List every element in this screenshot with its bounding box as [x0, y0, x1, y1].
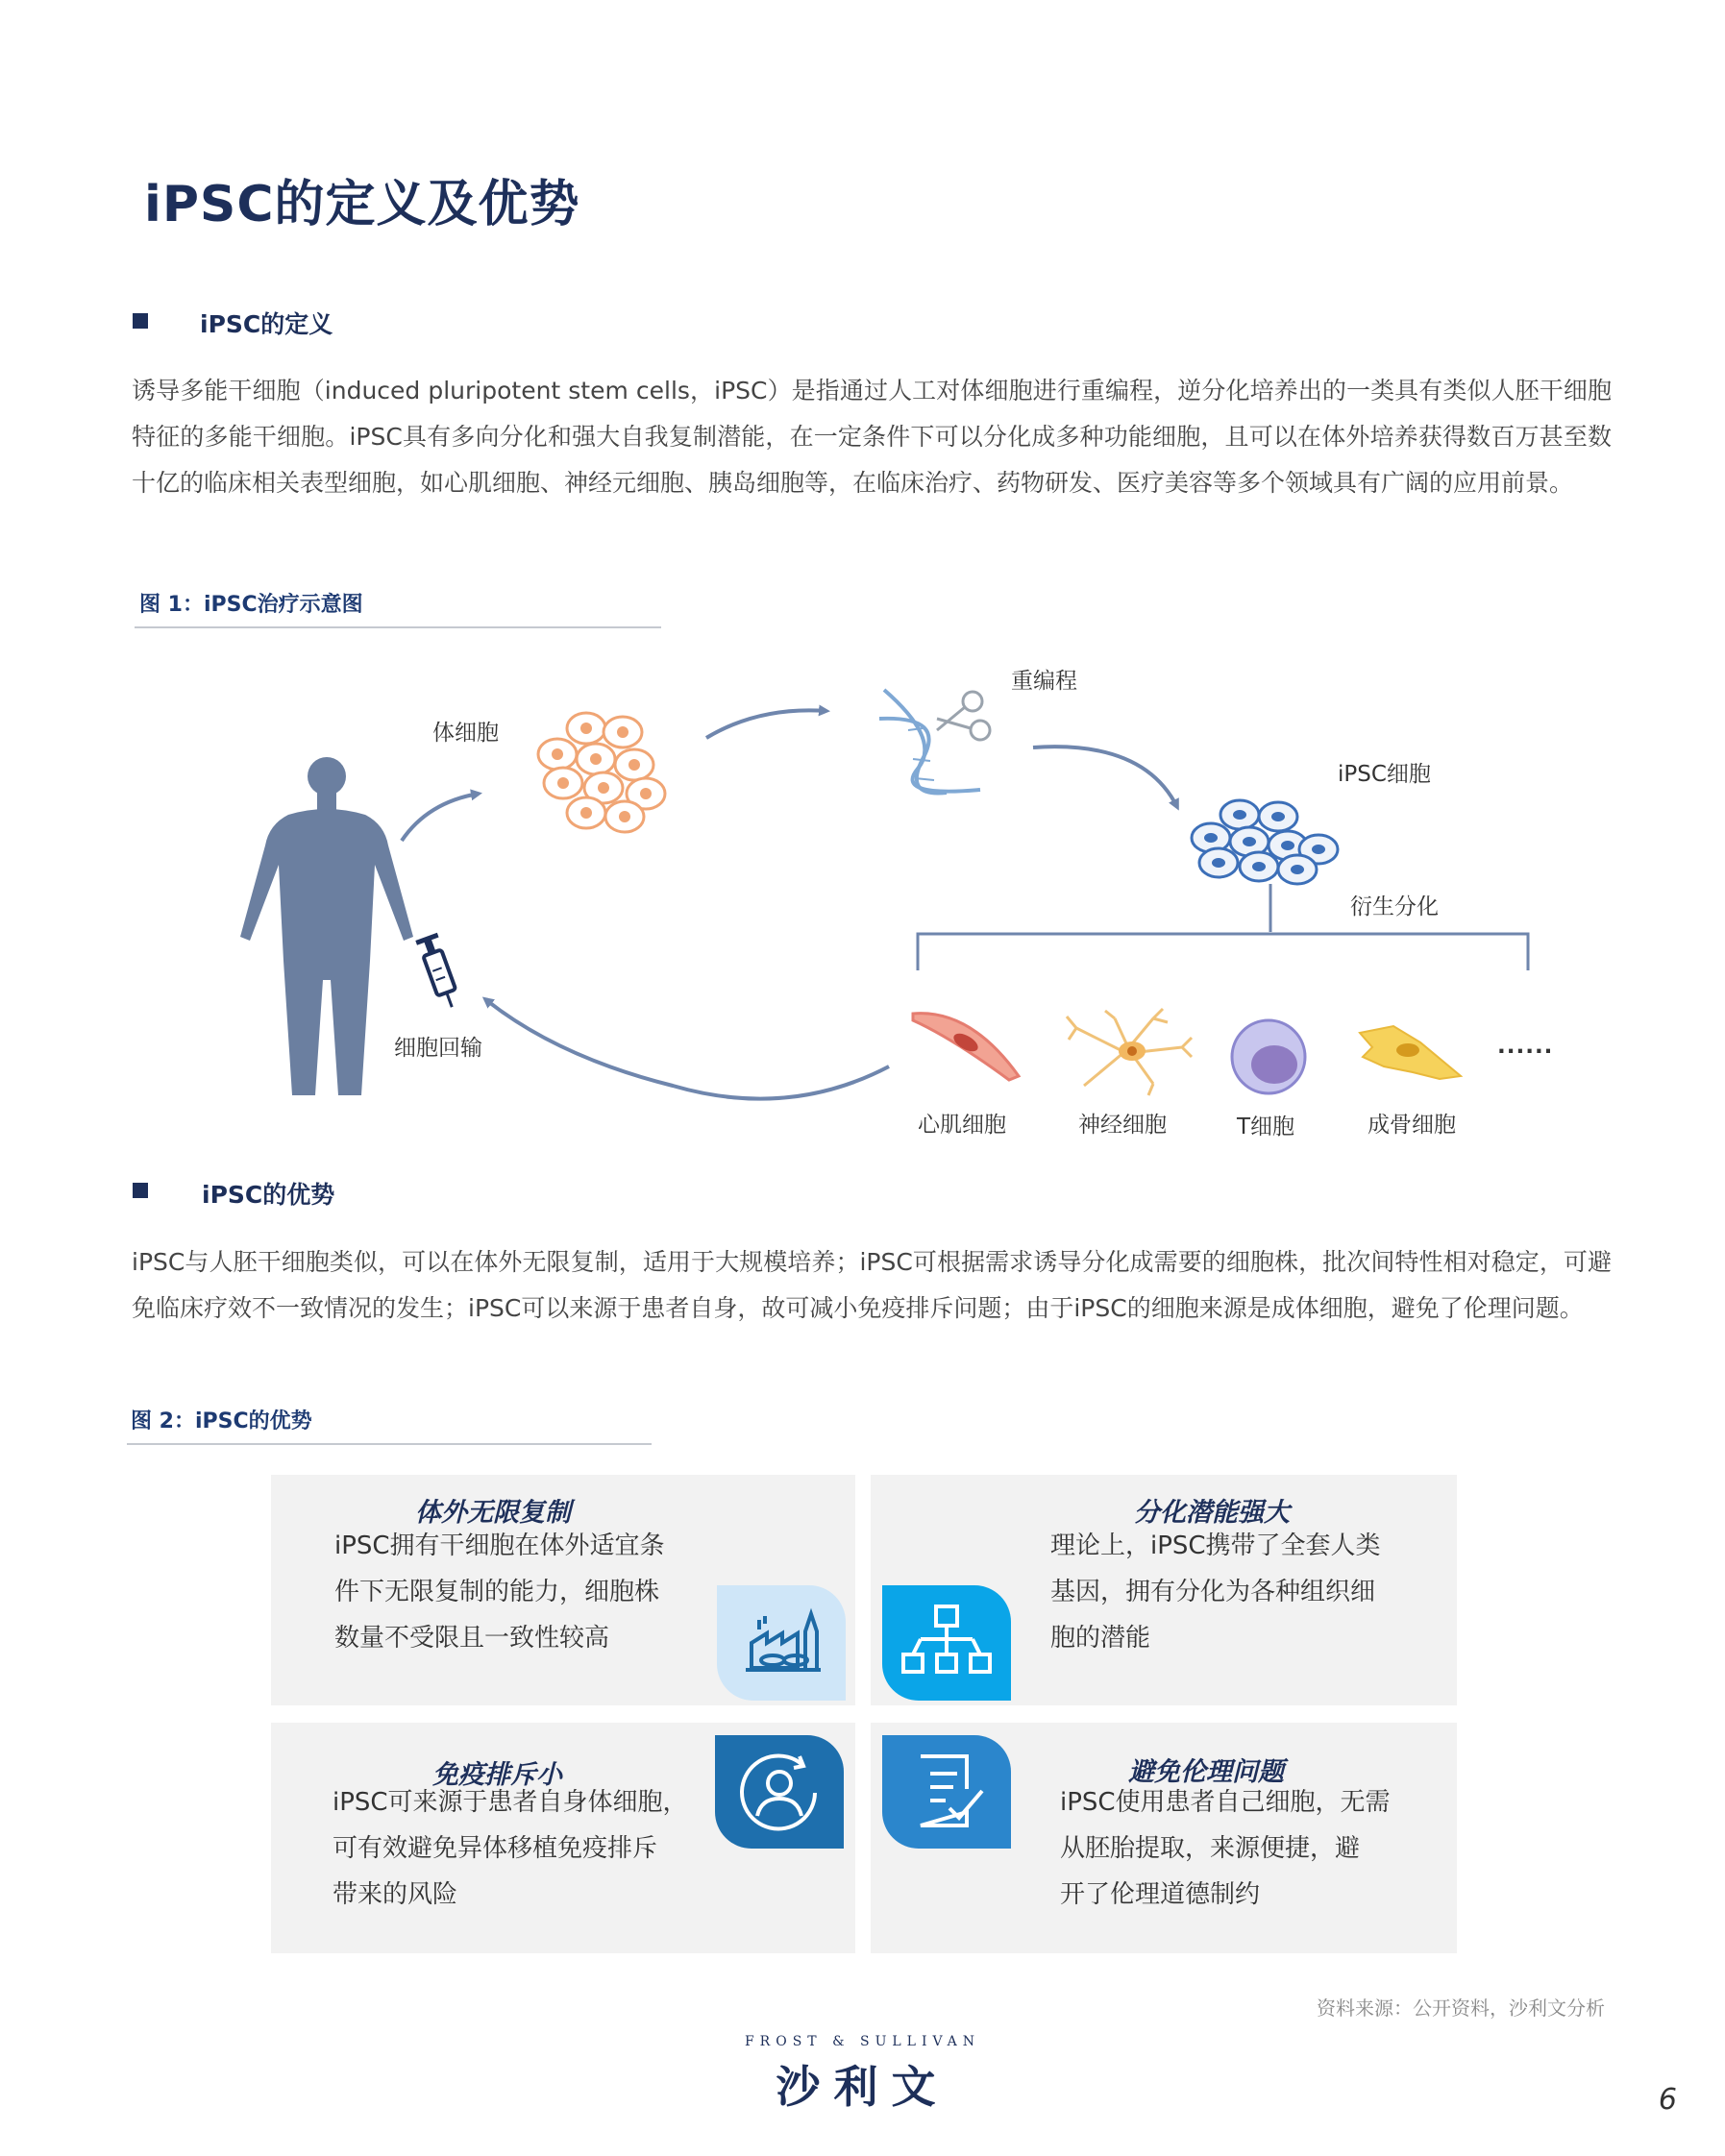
- human-silhouette-icon: [240, 757, 413, 1095]
- arrow-to-somatic: [402, 794, 479, 841]
- card-title: 分化潜能强大: [1134, 1498, 1290, 1528]
- figure2-caption: 图 2：iPSC的优势: [131, 1409, 312, 1433]
- section-bullet: [133, 1183, 148, 1198]
- label-more: ......: [1497, 1034, 1554, 1059]
- arrow-to-ipsc: [1033, 747, 1177, 807]
- label-cell-reinfusion: 细胞回输: [394, 1036, 482, 1061]
- label-ipsc-cell: iPSC细胞: [1338, 762, 1431, 787]
- figure2-rule: [127, 1443, 652, 1445]
- page-title: iPSC的定义及优势: [144, 176, 580, 233]
- card-title: 避免伦理问题: [1128, 1757, 1284, 1787]
- user-cycle-icon: [715, 1735, 844, 1849]
- cardiomyocyte-icon: [913, 1014, 1019, 1080]
- page-number: 6: [1658, 2083, 1677, 2117]
- document-check-icon: [882, 1735, 1011, 1849]
- somatic-cell-cluster-icon: [538, 713, 665, 832]
- brand-logo-zh: 沙利文: [776, 2061, 949, 2113]
- figure1-caption: 图 1：iPSC治疗示意图: [139, 593, 363, 617]
- syringe-icon: [415, 933, 462, 1012]
- card-title: 免疫排斥小: [432, 1760, 562, 1790]
- dna-scissors-icon: [879, 690, 990, 794]
- ipsc-therapy-diagram: [0, 634, 1725, 1172]
- section-bullet: [133, 313, 148, 329]
- label-neuron: 神经细胞: [1078, 1113, 1167, 1138]
- definition-paragraph: 诱导多能干细胞（induced pluripotent stem cells，iPSC）是指通过人工对体细胞进行重编程，逆分化培养出的一类具有类似人胚干细胞特征的多能干细胞。iPSC具有多向分化和强大自我复制潜能，在一定条件下可以分化成多种功能细胞，且可以在体外培养获得数百万甚至数十亿的临床相关表型细胞，如心肌细胞、神经元细胞、胰岛细胞等，在临床治疗、药物研发、医疗美容等多个领域具有广阔的应用前景。: [132, 377, 1612, 497]
- hierarchy-icon: [882, 1585, 1011, 1701]
- osteoblast-icon: [1360, 1026, 1461, 1079]
- advantages-paragraph: iPSC与人胚干细胞类似，可以在体外无限复制，适用于大规模培养；iPSC可根据需求诱导分化成需要的细胞株，批次间特性相对稳定，可避免临床疗效不一致情况的发生；iPSC可以来源于患者自身，故可减小免疫排斥问题；由于iPSC的细胞来源是成体细胞，避免了伦理问题。: [132, 1248, 1612, 1322]
- card-body: iPSC可来源于患者自身体细胞， 可有效避免异体移植免疫排斥 带来的风险: [333, 1788, 688, 1909]
- card-body: 理论上，iPSC携带了全套人类 基因，拥有分化为各种组织细 胞的潜能: [1050, 1531, 1381, 1653]
- card-body: iPSC拥有干细胞在体外适宜条 件下无限复制的能力，细胞株 数量不受限且一致性较高: [334, 1531, 665, 1653]
- label-t-cell: T细胞: [1237, 1115, 1295, 1139]
- t-cell-icon: [1232, 1020, 1305, 1093]
- label-osteoblast: 成骨细胞: [1368, 1113, 1456, 1138]
- factory-icon: [717, 1585, 846, 1701]
- arrow-to-reprogram: [706, 710, 826, 738]
- definition-heading: iPSC的定义: [200, 310, 333, 338]
- figure1-rule: [135, 626, 661, 628]
- card-body: iPSC使用患者自己细胞，无需 从胚胎提取，来源便捷，避 开了伦理道德制约: [1060, 1788, 1391, 1909]
- advantages-heading: iPSC的优势: [202, 1181, 335, 1209]
- arrow-reinfusion: [485, 999, 889, 1099]
- brand-logo-en: FROST & SULLIVAN: [744, 2034, 981, 2049]
- label-cardiomyocyte: 心肌细胞: [918, 1113, 1006, 1138]
- label-somatic-cell: 体细胞: [432, 721, 499, 746]
- source-note: 资料来源：公开资料，沙利文分析: [1317, 1997, 1605, 2020]
- label-differentiation: 衍生分化: [1350, 894, 1439, 919]
- card-title: 体外无限复制: [415, 1498, 571, 1528]
- label-reprogramming: 重编程: [1011, 669, 1077, 694]
